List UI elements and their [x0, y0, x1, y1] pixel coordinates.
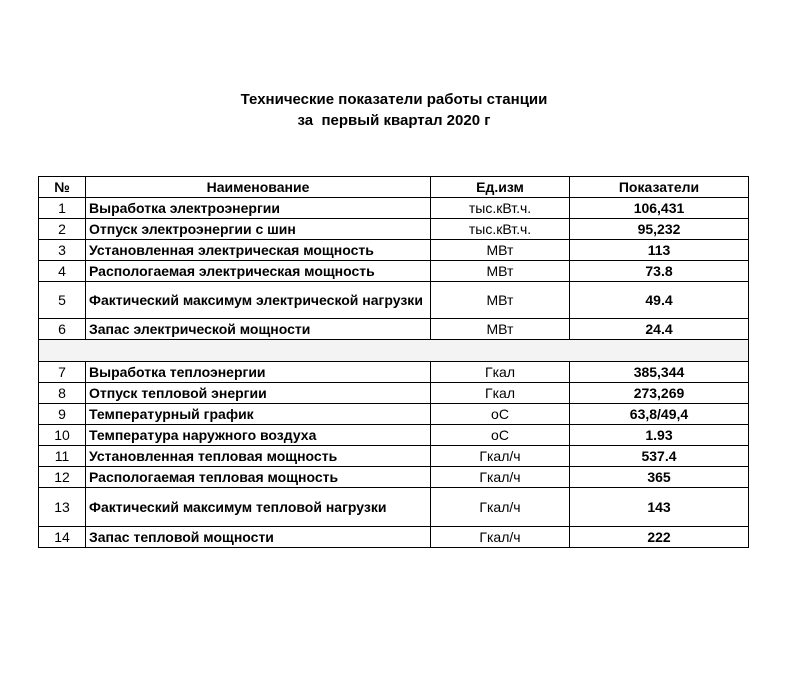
row-num: 10: [39, 425, 86, 446]
row-unit: МВт: [431, 319, 570, 340]
row-name: Запас электрической мощности: [86, 319, 431, 340]
row-num: 2: [39, 219, 86, 240]
row-value: 273,269: [570, 383, 749, 404]
table-row: [39, 425, 749, 446]
row-value: 63,8/49,4: [570, 404, 749, 425]
row-unit: Гкал: [431, 383, 570, 404]
row-num: 3: [39, 240, 86, 261]
row-num: 14: [39, 527, 86, 548]
row-name: Отпуск тепловой энергии: [86, 383, 431, 404]
table-row: [39, 319, 749, 340]
header-value: Показатели: [570, 177, 749, 198]
row-name: Выработка электроэнергии: [86, 198, 431, 219]
table-row: [39, 282, 749, 319]
title-line-2: за первый квартал 2020 г: [297, 112, 491, 129]
table-row: [39, 446, 749, 467]
row-name: Температура наружного воздуха: [86, 425, 431, 446]
row-unit: тыс.кВт.ч.: [431, 198, 570, 219]
document-title: [0, 89, 788, 131]
indicators-table: [38, 176, 749, 548]
table-row: [39, 198, 749, 219]
row-unit: Гкал/ч: [431, 488, 570, 527]
section-separator-row: [39, 340, 749, 362]
row-num: 7: [39, 362, 86, 383]
table-row: [39, 240, 749, 261]
header-unit: Ед.изм: [431, 177, 570, 198]
row-name: Отпуск электроэнергии с шин: [86, 219, 431, 240]
row-name: Установленная тепловая мощность: [86, 446, 431, 467]
table-header-row: [39, 177, 749, 198]
table-row: [39, 383, 749, 404]
row-num: 6: [39, 319, 86, 340]
row-num: 8: [39, 383, 86, 404]
row-name: Распологаемая тепловая мощность: [86, 467, 431, 488]
row-value: 365: [570, 467, 749, 488]
row-name: Фактический максимум тепловой нагрузки: [86, 488, 431, 527]
header-num: №: [39, 177, 86, 198]
row-value: 106,431: [570, 198, 749, 219]
row-num: 5: [39, 282, 86, 319]
row-unit: Гкал: [431, 362, 570, 383]
title-line-1: Технические показатели работы станции: [240, 91, 548, 108]
header-name: Наименование: [86, 177, 431, 198]
row-value: 95,232: [570, 219, 749, 240]
row-name: Установленная электрическая мощность: [86, 240, 431, 261]
row-value: 537.4: [570, 446, 749, 467]
table-row: [39, 527, 749, 548]
row-value: 73.8: [570, 261, 749, 282]
row-name: Выработка теплоэнергии: [86, 362, 431, 383]
row-value: 143: [570, 488, 749, 527]
table-row: [39, 219, 749, 240]
row-value: 222: [570, 527, 749, 548]
row-value: 385,344: [570, 362, 749, 383]
row-num: 12: [39, 467, 86, 488]
row-value: 49.4: [570, 282, 749, 319]
row-value: 24.4: [570, 319, 749, 340]
row-value: 1.93: [570, 425, 749, 446]
row-name: Запас тепловой мощности: [86, 527, 431, 548]
row-unit: МВт: [431, 282, 570, 319]
table-row: [39, 261, 749, 282]
table-row: [39, 404, 749, 425]
table-row: [39, 467, 749, 488]
row-num: 9: [39, 404, 86, 425]
row-num: 13: [39, 488, 86, 527]
row-unit: оС: [431, 404, 570, 425]
table-row: [39, 362, 749, 383]
row-num: 4: [39, 261, 86, 282]
row-unit: Гкал/ч: [431, 446, 570, 467]
row-value: 113: [570, 240, 749, 261]
row-name: Фактический максимум электрической нагрузки: [86, 282, 431, 319]
row-unit: МВт: [431, 240, 570, 261]
row-unit: оС: [431, 425, 570, 446]
row-name: Температурный график: [86, 404, 431, 425]
row-unit: МВт: [431, 261, 570, 282]
row-name: Распологаемая электрическая мощность: [86, 261, 431, 282]
table-row: [39, 488, 749, 527]
row-unit: Гкал/ч: [431, 467, 570, 488]
row-num: 1: [39, 198, 86, 219]
row-unit: Гкал/ч: [431, 527, 570, 548]
separator-cell: [39, 340, 749, 362]
row-num: 11: [39, 446, 86, 467]
row-unit: тыс.кВт.ч.: [431, 219, 570, 240]
